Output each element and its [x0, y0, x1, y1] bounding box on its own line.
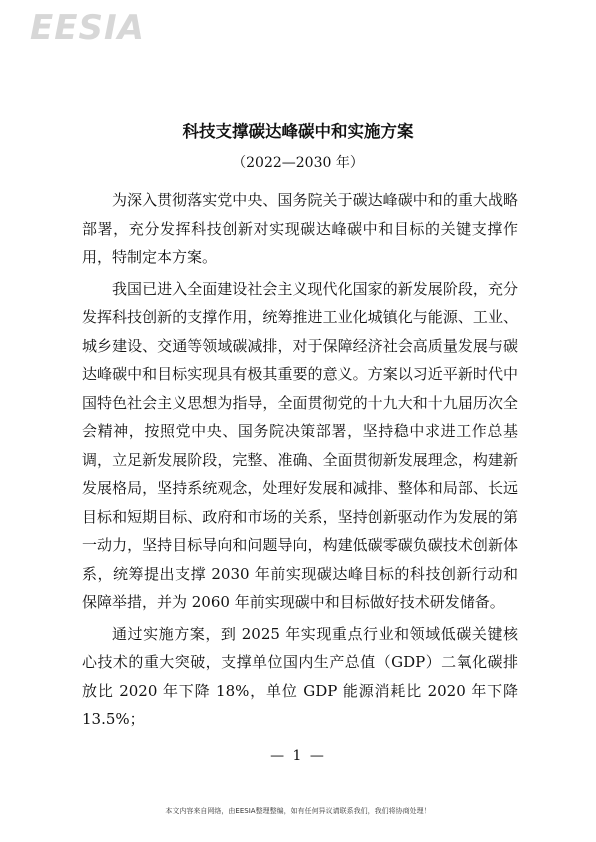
paragraph-goals: 通过实施方案，到 2025 年实现重点行业和领域低碳关键核心技术的重大突破，支撑单位国内生产总值（GDP）二氧化碳排放比 2020 年下降 18%，单位 GDP 能源消耗比 2020 年下降 13.5%； [82, 624, 518, 728]
paragraph-intro: 为深入贯彻落实党中央、国务院关于碳达峰碳中和的重大战略部署，充分发挥科技创新对实现碳达峰碳中和目标的关键支撑作用，特制定本方案。 [82, 191, 518, 266]
paragraph-background: 我国已进入全面建设社会主义现代化国家的新发展阶段，充分发挥科技创新的支撑作用，统筹推进工业化城镇化与能源、工业、城乡建设、交通等领域碳减排，对于保障经济社会高质量发展与碳达峰碳中和目标实现具有极其重要的意义。方案以习近平新时代中国特色社会主义思想为指导，全面贯彻党的十九大和十九届历次全会精神，按照党中央、国务院决策部署，坚持稳中求进工作总基调，立足新发展阶段，完整、准确、全面贯彻新发展理念，构建新发展格局，坚持系统观念，处理好发展和减排、整体和局部、长远目标和短期目标、政府和市场的关系，坚持创新驱动作为发展的第一动力，坚持目标导向和问题导向，构建低碳零碳负碳技术创新体系，统筹提出支撑 2030 年前实现碳达峰目标的科技创新行动和保障举措，并为 2060 年前实现碳中和目标做好技术研发储备。 [82, 279, 518, 611]
footer-disclaimer: 本文内容来自网络，由EESIA整理整编，如有任何异议请联系我们，我们将协商处理！ [165, 807, 431, 815]
document-subtitle: （2022—2030 年） [232, 155, 364, 171]
eesia-logo: EESIA [30, 8, 145, 48]
document-body [82, 186, 518, 734]
document-title: 科技支撑碳达峰碳中和实施方案 [182, 122, 414, 141]
page-number: — 1 — [270, 748, 326, 764]
